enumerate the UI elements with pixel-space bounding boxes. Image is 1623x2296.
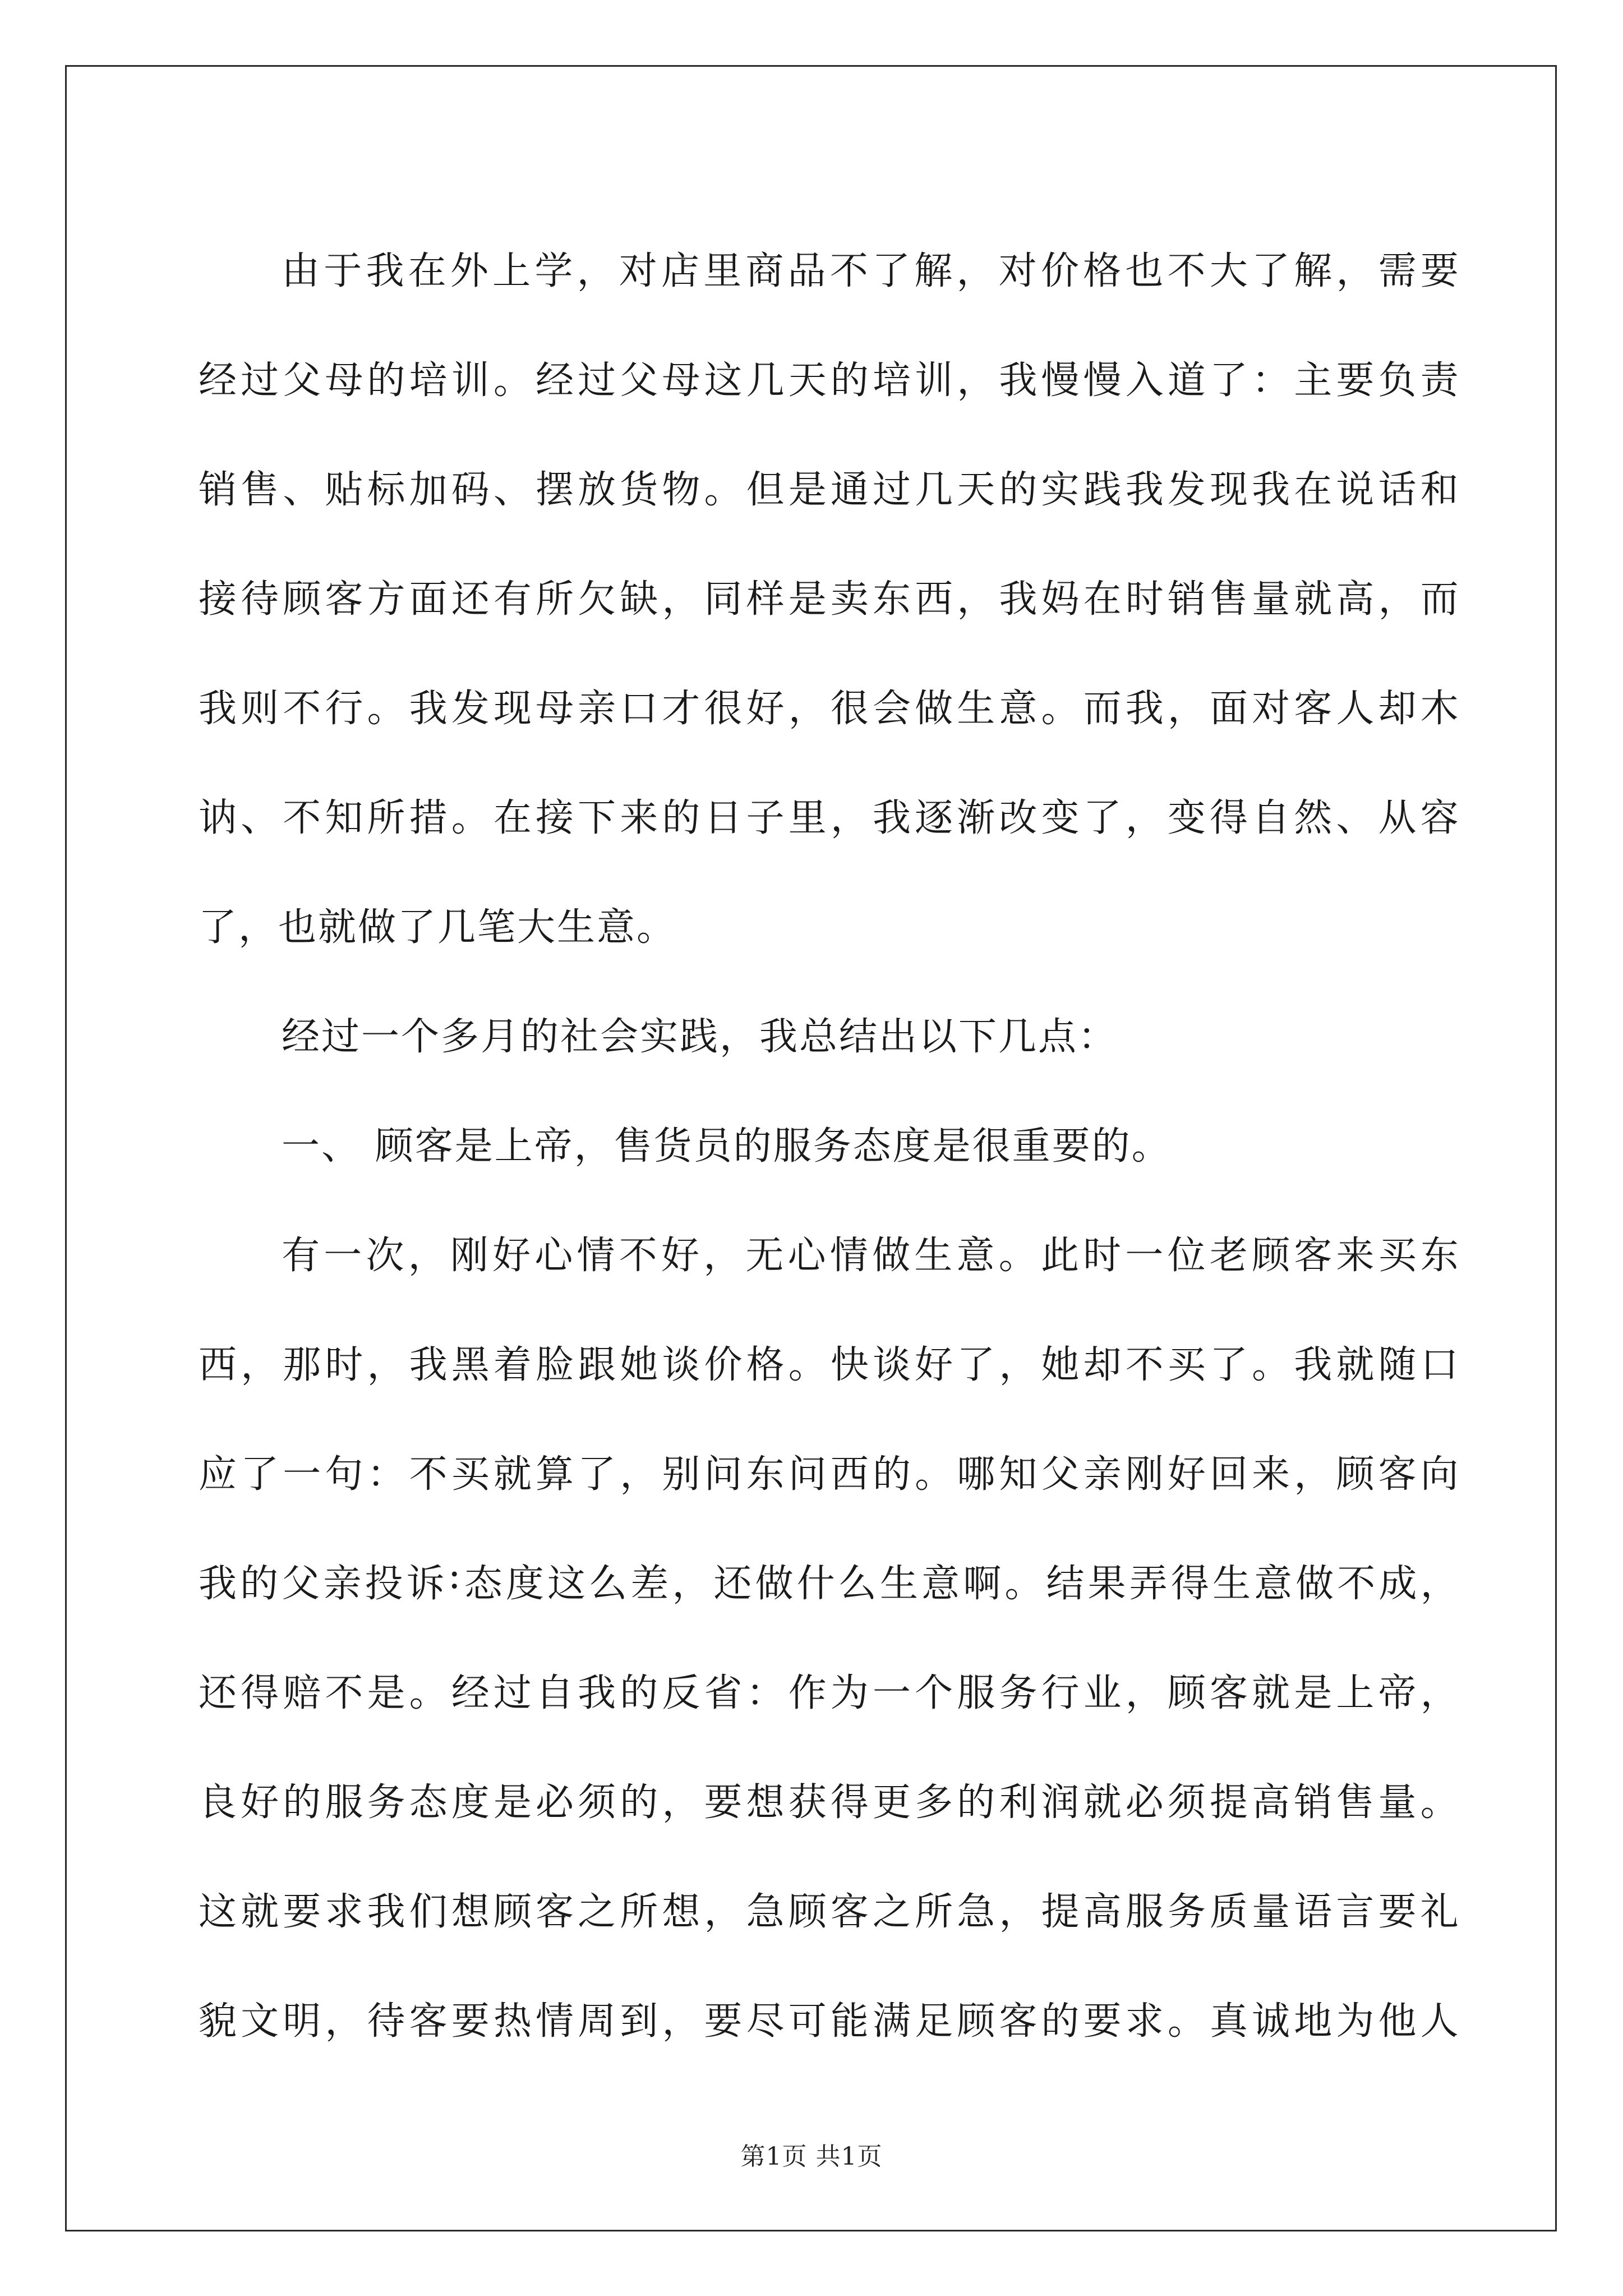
text-line (199, 1963, 1460, 2073)
text-line-content: 经 过 父 母 的 培 训 。 经 过 父 母 这 几 天 的 培 训 ， 我 慢 慢 入 道 了 ： 主 要 负 责 (199, 358, 1460, 403)
text-line-content: 了，也就做了几笔大生意。 (199, 905, 677, 950)
text-line-content: 接 待 顾 客 方 面 还 有 所 欠 缺 ， 同 样 是 卖 东 西 ， 我 妈 在 时 销 售 量 就 高 ， 而 (199, 577, 1460, 622)
text-line-content: 经过一个多月的社会实践，我总结出以下几点： (282, 1015, 1118, 1059)
text-line (199, 760, 1460, 869)
document-body (199, 213, 1460, 2073)
text-line (199, 323, 1460, 432)
text-line (199, 432, 1460, 541)
text-line-content: 貌 文 明 ， 待 客 要 热 情 周 到 ， 要 尽 可 能 满 足 顾 客 的 要 求 。 真 诚 地 为 他 人 (199, 1999, 1460, 2044)
text-line (199, 541, 1460, 651)
text-line-content: 有 一 次 ， 刚 好 心 情 不 好 ， 无 心 情 做 生 意 。 此 时 一 位 老 顾 客 来 买 东 (282, 1234, 1460, 1278)
text-line (199, 1526, 1460, 1635)
text-line (199, 1635, 1460, 1745)
text-line-content: 销 售 、 贴 标 加 码 、 摆 放 货 物 。 但 是 通 过 几 天 的 实 践 我 发 现 我 在 说 话 和 (199, 468, 1460, 512)
text-line-content: 讷 、 不 知 所 措 。 在 接 下 来 的 日 子 里 ， 我 逐 渐 改 变 了 ， 变 得 自 然 、 从 容 (199, 796, 1460, 840)
text-line (199, 1416, 1460, 1526)
text-line (199, 1198, 1460, 1307)
text-line (199, 1854, 1460, 1963)
text-line (199, 979, 1460, 1088)
text-line-content: 良 好 的 服 务 态 度 是 必 须 的 ， 要 想 获 得 更 多 的 利 润 就 必 须 提 高 销 售 量 。 (199, 1780, 1460, 1825)
text-line (199, 651, 1460, 760)
text-line-content: 还 得 赔 不 是 。 经 过 自 我 的 反 省 ： 作 为 一 个 服 务 行 业 ， 顾 客 就 是 上 帝 ， (199, 1671, 1460, 1715)
text-line-content: 西 ， 那 时 ， 我 黑 着 脸 跟 她 谈 价 格 。 快 谈 好 了 ， 她 却 不 买 了 。 我 就 随 口 (199, 1343, 1460, 1387)
text-line (199, 1307, 1460, 1416)
text-line-content: 我 则 不 行 。 我 发 现 母 亲 口 才 很 好 ， 很 会 做 生 意 。 而 我 ， 面 对 客 人 却 木 (199, 687, 1460, 731)
text-line-content: 我 的 父 亲 投 诉 : 态 度 这 么 差 ， 还 做 什 么 生 意 啊 。 结 果 弄 得 生 意 做 不 成 ， (199, 1553, 1460, 1606)
text-line (199, 1745, 1460, 1854)
text-line-content: 由 于 我 在 外 上 学 ， 对 店 里 商 品 不 了 解 ， 对 价 格 也 不 大 了 解 ， 需 要 (282, 249, 1460, 293)
text-line (199, 869, 1460, 979)
text-line-content: 应 了 一 句 ： 不 买 就 算 了 ， 别 问 东 问 西 的 。 哪 知 父 亲 刚 好 回 来 ， 顾 客 向 (199, 1452, 1460, 1497)
text-line (199, 1088, 1460, 1198)
text-line-content: 一、 顾客是上帝，售货员的服务态度是很重要的。 (282, 1124, 1172, 1168)
text-line (199, 213, 1460, 323)
text-line-content: 这 就 要 求 我 们 想 顾 客 之 所 想 ， 急 顾 客 之 所 急 ， 提 高 服 务 质 量 语 言 要 礼 (199, 1890, 1460, 1934)
page-number-footer: 第1页 共1页 (740, 2142, 883, 2171)
